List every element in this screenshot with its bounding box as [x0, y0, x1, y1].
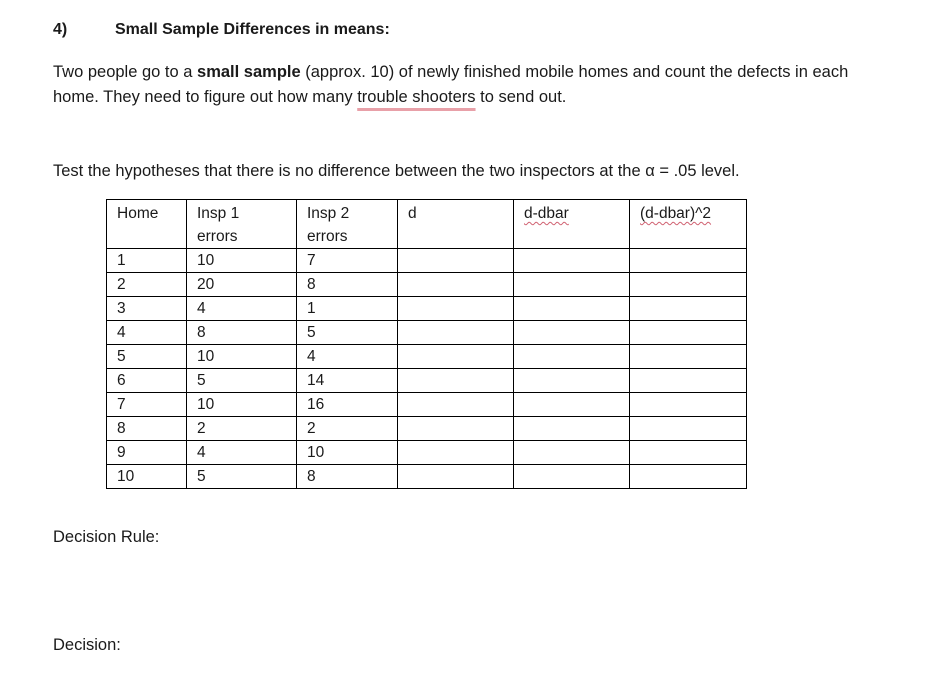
- table-row: [107, 441, 747, 465]
- intro-underlined-text: trouble shooters: [357, 88, 476, 106]
- cell-home: 7: [107, 393, 187, 417]
- cell-home: 10: [107, 465, 187, 489]
- decision-label: Decision:: [53, 636, 121, 654]
- cell-insp1: 5: [187, 369, 297, 393]
- cell-insp1: 10: [187, 249, 297, 273]
- cell-insp2: 7: [297, 249, 398, 273]
- table-row: [107, 465, 747, 489]
- header-d-minus-dbar-squared: [630, 200, 747, 249]
- intro-paragraph: [53, 60, 893, 110]
- cell-d-minus-dbar-squared[interactable]: [630, 345, 747, 369]
- cell-d-minus-dbar-squared[interactable]: [630, 417, 747, 441]
- header-insp2: [297, 200, 398, 249]
- header-home: [107, 200, 187, 249]
- cell-home: 3: [107, 297, 187, 321]
- data-table: [106, 199, 747, 489]
- header-home-label: Home: [117, 205, 159, 222]
- table-row: [107, 273, 747, 297]
- cell-d[interactable]: [398, 273, 514, 297]
- cell-d[interactable]: [398, 441, 514, 465]
- cell-home: 5: [107, 345, 187, 369]
- table-header-row: [107, 200, 747, 249]
- header-d-minus-dbar: [514, 200, 630, 249]
- question-number: 4): [53, 21, 68, 38]
- question-title: Small Sample Differences in means:: [115, 21, 390, 38]
- cell-insp1: 20: [187, 273, 297, 297]
- cell-insp2: 14: [297, 369, 398, 393]
- cell-insp1: 8: [187, 321, 297, 345]
- cell-d-minus-dbar-squared[interactable]: [630, 249, 747, 273]
- header-insp1: [187, 200, 297, 249]
- cell-insp2: 1: [297, 297, 398, 321]
- cell-d-minus-dbar[interactable]: [514, 321, 630, 345]
- header-insp2-line2: errors: [307, 228, 348, 245]
- cell-d-minus-dbar[interactable]: [514, 297, 630, 321]
- decision-rule-label: Decision Rule:: [53, 528, 160, 546]
- cell-home: 4: [107, 321, 187, 345]
- cell-insp1: 2: [187, 417, 297, 441]
- cell-home: 6: [107, 369, 187, 393]
- cell-d-minus-dbar[interactable]: [514, 417, 630, 441]
- cell-d[interactable]: [398, 417, 514, 441]
- cell-insp1: 10: [187, 393, 297, 417]
- table-row: [107, 249, 747, 273]
- cell-d[interactable]: [398, 249, 514, 273]
- cell-d-minus-dbar[interactable]: [514, 249, 630, 273]
- table-row: [107, 321, 747, 345]
- cell-insp2: 8: [297, 273, 398, 297]
- header-insp2-line1: Insp 2: [307, 205, 350, 222]
- cell-d-minus-dbar-squared[interactable]: [630, 393, 747, 417]
- header-d: [398, 200, 514, 249]
- cell-insp1: 10: [187, 345, 297, 369]
- table-row: [107, 393, 747, 417]
- cell-home: 1: [107, 249, 187, 273]
- cell-d-minus-dbar-squared[interactable]: [630, 321, 747, 345]
- cell-insp2: 2: [297, 417, 398, 441]
- header-insp1-line1: Insp 1: [197, 205, 240, 222]
- cell-d-minus-dbar-squared[interactable]: [630, 441, 747, 465]
- cell-home: 8: [107, 417, 187, 441]
- header-d-label: d: [408, 205, 417, 222]
- header-insp1-line2: errors: [197, 228, 238, 245]
- cell-d[interactable]: [398, 345, 514, 369]
- cell-insp2: 16: [297, 393, 398, 417]
- cell-insp2: 5: [297, 321, 398, 345]
- cell-home: 2: [107, 273, 187, 297]
- cell-d-minus-dbar[interactable]: [514, 465, 630, 489]
- cell-d[interactable]: [398, 369, 514, 393]
- cell-d-minus-dbar-squared[interactable]: [630, 369, 747, 393]
- intro-text-3: to send out.: [475, 88, 567, 106]
- table-row: [107, 369, 747, 393]
- cell-d-minus-dbar[interactable]: [514, 441, 630, 465]
- cell-d[interactable]: [398, 393, 514, 417]
- cell-d[interactable]: [398, 465, 514, 489]
- cell-d-minus-dbar[interactable]: [514, 393, 630, 417]
- cell-insp1: 4: [187, 297, 297, 321]
- cell-insp2: 4: [297, 345, 398, 369]
- cell-d-minus-dbar-squared[interactable]: [630, 297, 747, 321]
- cell-home: 9: [107, 441, 187, 465]
- header-d-minus-dbar-squared-label: (d-dbar)^2: [640, 205, 712, 222]
- cell-d[interactable]: [398, 297, 514, 321]
- intro-text-2: (approx. 10) of newly finished mobile homes and count the defects in each home. They need to figure out how many: [53, 63, 849, 106]
- cell-d-minus-dbar[interactable]: [514, 273, 630, 297]
- header-d-minus-dbar-label: d-dbar: [524, 205, 569, 222]
- table-row: [107, 297, 747, 321]
- cell-d[interactable]: [398, 321, 514, 345]
- cell-insp2: 8: [297, 465, 398, 489]
- cell-d-minus-dbar[interactable]: [514, 345, 630, 369]
- hypothesis-statement: Test the hypotheses that there is no difference between the two inspectors at the α = .05 level.: [53, 162, 740, 180]
- cell-d-minus-dbar-squared[interactable]: [630, 273, 747, 297]
- table-row: [107, 417, 747, 441]
- table-row: [107, 345, 747, 369]
- intro-bold-text: small sample: [197, 63, 301, 81]
- cell-insp2: 10: [297, 441, 398, 465]
- cell-d-minus-dbar[interactable]: [514, 369, 630, 393]
- cell-insp1: 4: [187, 441, 297, 465]
- cell-insp1: 5: [187, 465, 297, 489]
- intro-text-1: Two people go to a: [53, 63, 198, 81]
- cell-d-minus-dbar-squared[interactable]: [630, 465, 747, 489]
